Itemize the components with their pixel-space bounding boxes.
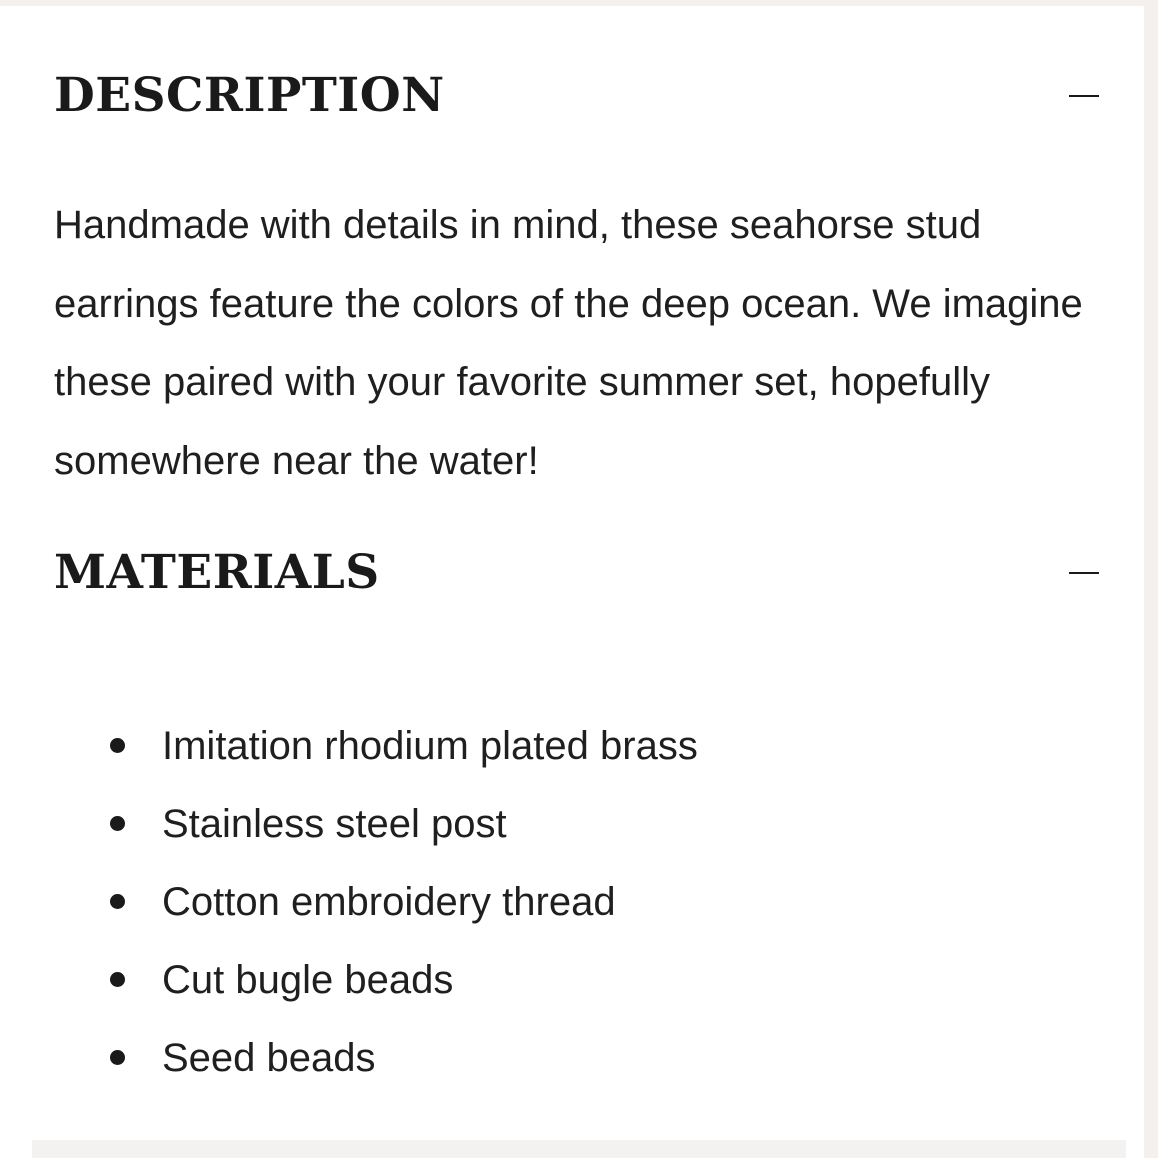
minus-icon [1069,95,1099,97]
top-divider [0,0,1158,6]
bullet-icon [110,816,125,831]
material-label: Imitation rhodium plated brass [162,724,698,768]
materials-list [54,707,1104,1097]
list-item [54,1019,1104,1097]
material-label: Cut bugle beads [162,958,454,1002]
right-scroll-edge [1144,0,1158,1158]
materials-title: MATERIALS [54,545,380,600]
minus-icon [1069,572,1099,574]
bullet-icon [110,972,125,987]
description-header[interactable] [54,68,1100,123]
list-item [54,863,1104,941]
bullet-icon [110,738,125,753]
description-text: Handmade with details in mind, these seahorse stud earrings feature the colors of the deep ocean. We imagine these paired with your favorite summer set, hopefully somewhere near the water! [54,203,1083,483]
material-label: Cotton embroidery thread [162,880,616,924]
list-item [54,707,1104,785]
description-title: DESCRIPTION [54,68,445,123]
description-collapse-icon[interactable] [1066,79,1100,113]
next-section-band [32,1140,1126,1158]
material-label: Stainless steel post [162,802,507,846]
bullet-icon [110,894,125,909]
materials-header[interactable] [54,545,1100,600]
material-label: Seed beads [162,1036,376,1080]
list-item [54,941,1104,1019]
list-item [54,785,1104,863]
materials-collapse-icon[interactable] [1066,556,1100,590]
bullet-icon [110,1050,125,1065]
